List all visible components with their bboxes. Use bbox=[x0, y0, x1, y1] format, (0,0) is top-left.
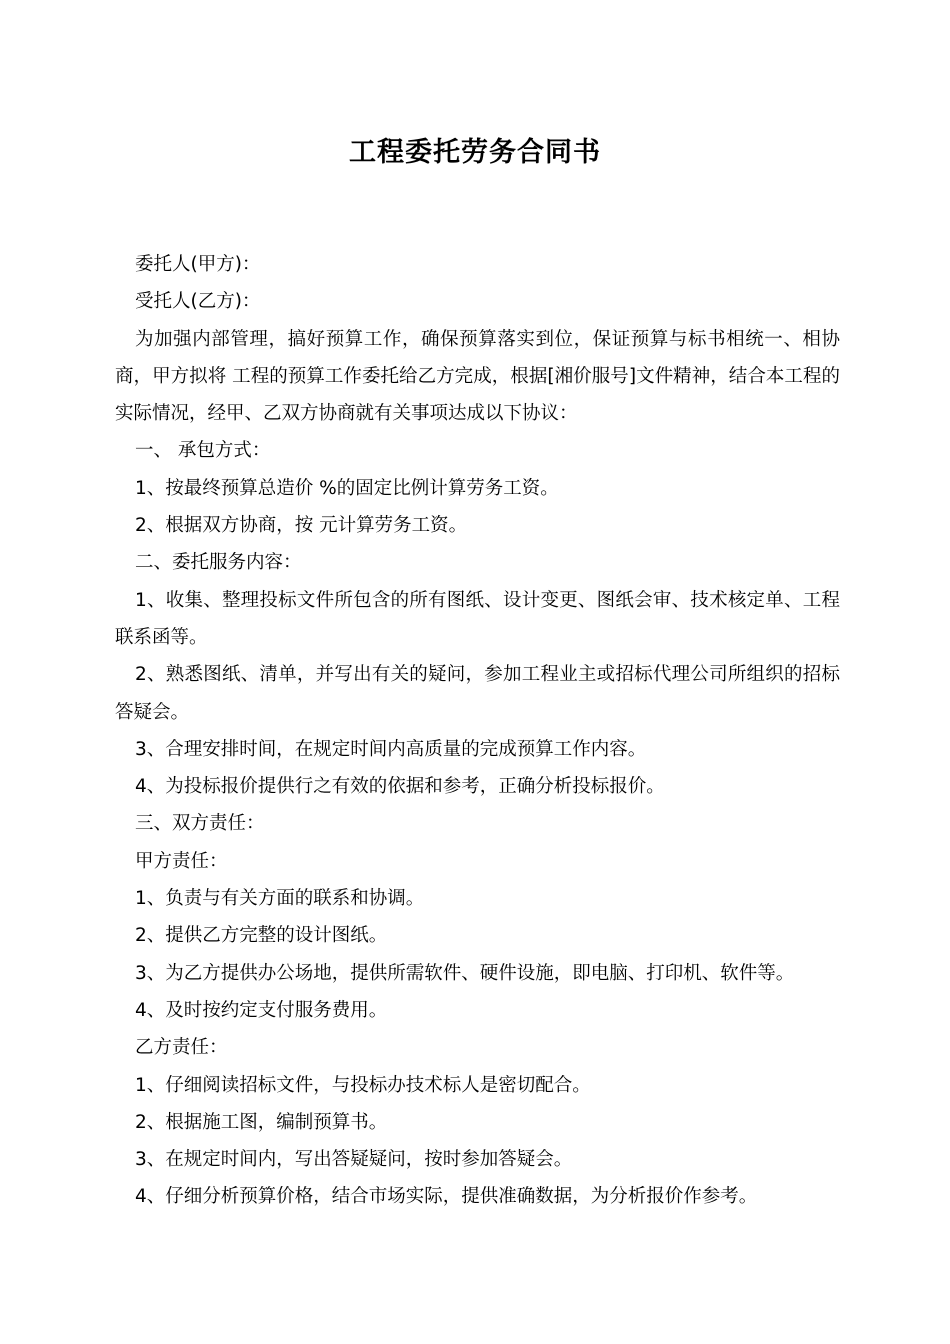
paragraph-client: 委托人(甲方)： bbox=[135, 254, 261, 275]
list-item: 4、及时按约定支付服务费用。 bbox=[135, 999, 388, 1021]
paragraph-trustee: 受托人(乙方)： bbox=[135, 291, 261, 313]
list-item: 1、收集、整理投标文件所包含的所有图纸、设计变更、图纸会审、技术核定单、工程联系函等。 bbox=[115, 589, 840, 648]
section-heading-service-content: 二、委托服务内容： bbox=[135, 552, 302, 574]
list-item: 2、根据施工图，编制预算书。 bbox=[135, 1111, 388, 1133]
list-item: 4、仔细分析预算价格，结合市场实际，提供准确数据，为分析报价作参考。 bbox=[135, 1186, 758, 1208]
document-title: 工程委托劳务合同书 bbox=[349, 137, 601, 168]
list-item: 3、在规定时间内，写出答疑疑问，按时参加答疑会。 bbox=[135, 1149, 573, 1171]
paragraph-intro: 为加强内部管理，搞好预算工作，确保预算落实到位，保证预算与标书相统一、相协商，甲方拟将 工程的预算工作委托给乙方完成，根据[湘价服号]文件精神，结合本工程的实际情况，经甲、乙双方协商就有关事项达成以下协议： bbox=[115, 328, 840, 425]
list-item: 2、提供乙方完整的设计图纸。 bbox=[135, 925, 388, 947]
section-heading-contract-method: 一、 承包方式： bbox=[135, 440, 271, 462]
section-heading-responsibilities: 三、双方责任： bbox=[135, 813, 265, 835]
list-item: 3、为乙方提供办公场地，提供所需软件、硬件设施，即电脑、打印机、软件等。 bbox=[135, 962, 795, 984]
list-item: 3、合理安排时间，在规定时间内高质量的完成预算工作内容。 bbox=[135, 738, 647, 760]
list-item: 1、仔细阅读招标文件，与投标办技术标人是密切配合。 bbox=[135, 1074, 591, 1096]
list-item: 2、熟悉图纸、清单，并写出有关的疑问，参加工程业主或招标代理公司所组织的招标答疑会。 bbox=[115, 664, 840, 723]
document-body bbox=[115, 246, 840, 1216]
subheading-party-b: 乙方责任： bbox=[135, 1037, 228, 1059]
list-item: 4、为投标报价提供行之有效的依据和参考，正确分析投标报价。 bbox=[135, 776, 665, 798]
list-item: 2、根据双方协商，按 元计算劳务工资。 bbox=[135, 515, 468, 537]
list-item: 1、负责与有关方面的联系和协调。 bbox=[135, 888, 425, 910]
subheading-party-a: 甲方责任： bbox=[135, 850, 228, 872]
list-item: 1、按最终预算总造价 %的固定比例计算劳务工资。 bbox=[135, 477, 559, 499]
